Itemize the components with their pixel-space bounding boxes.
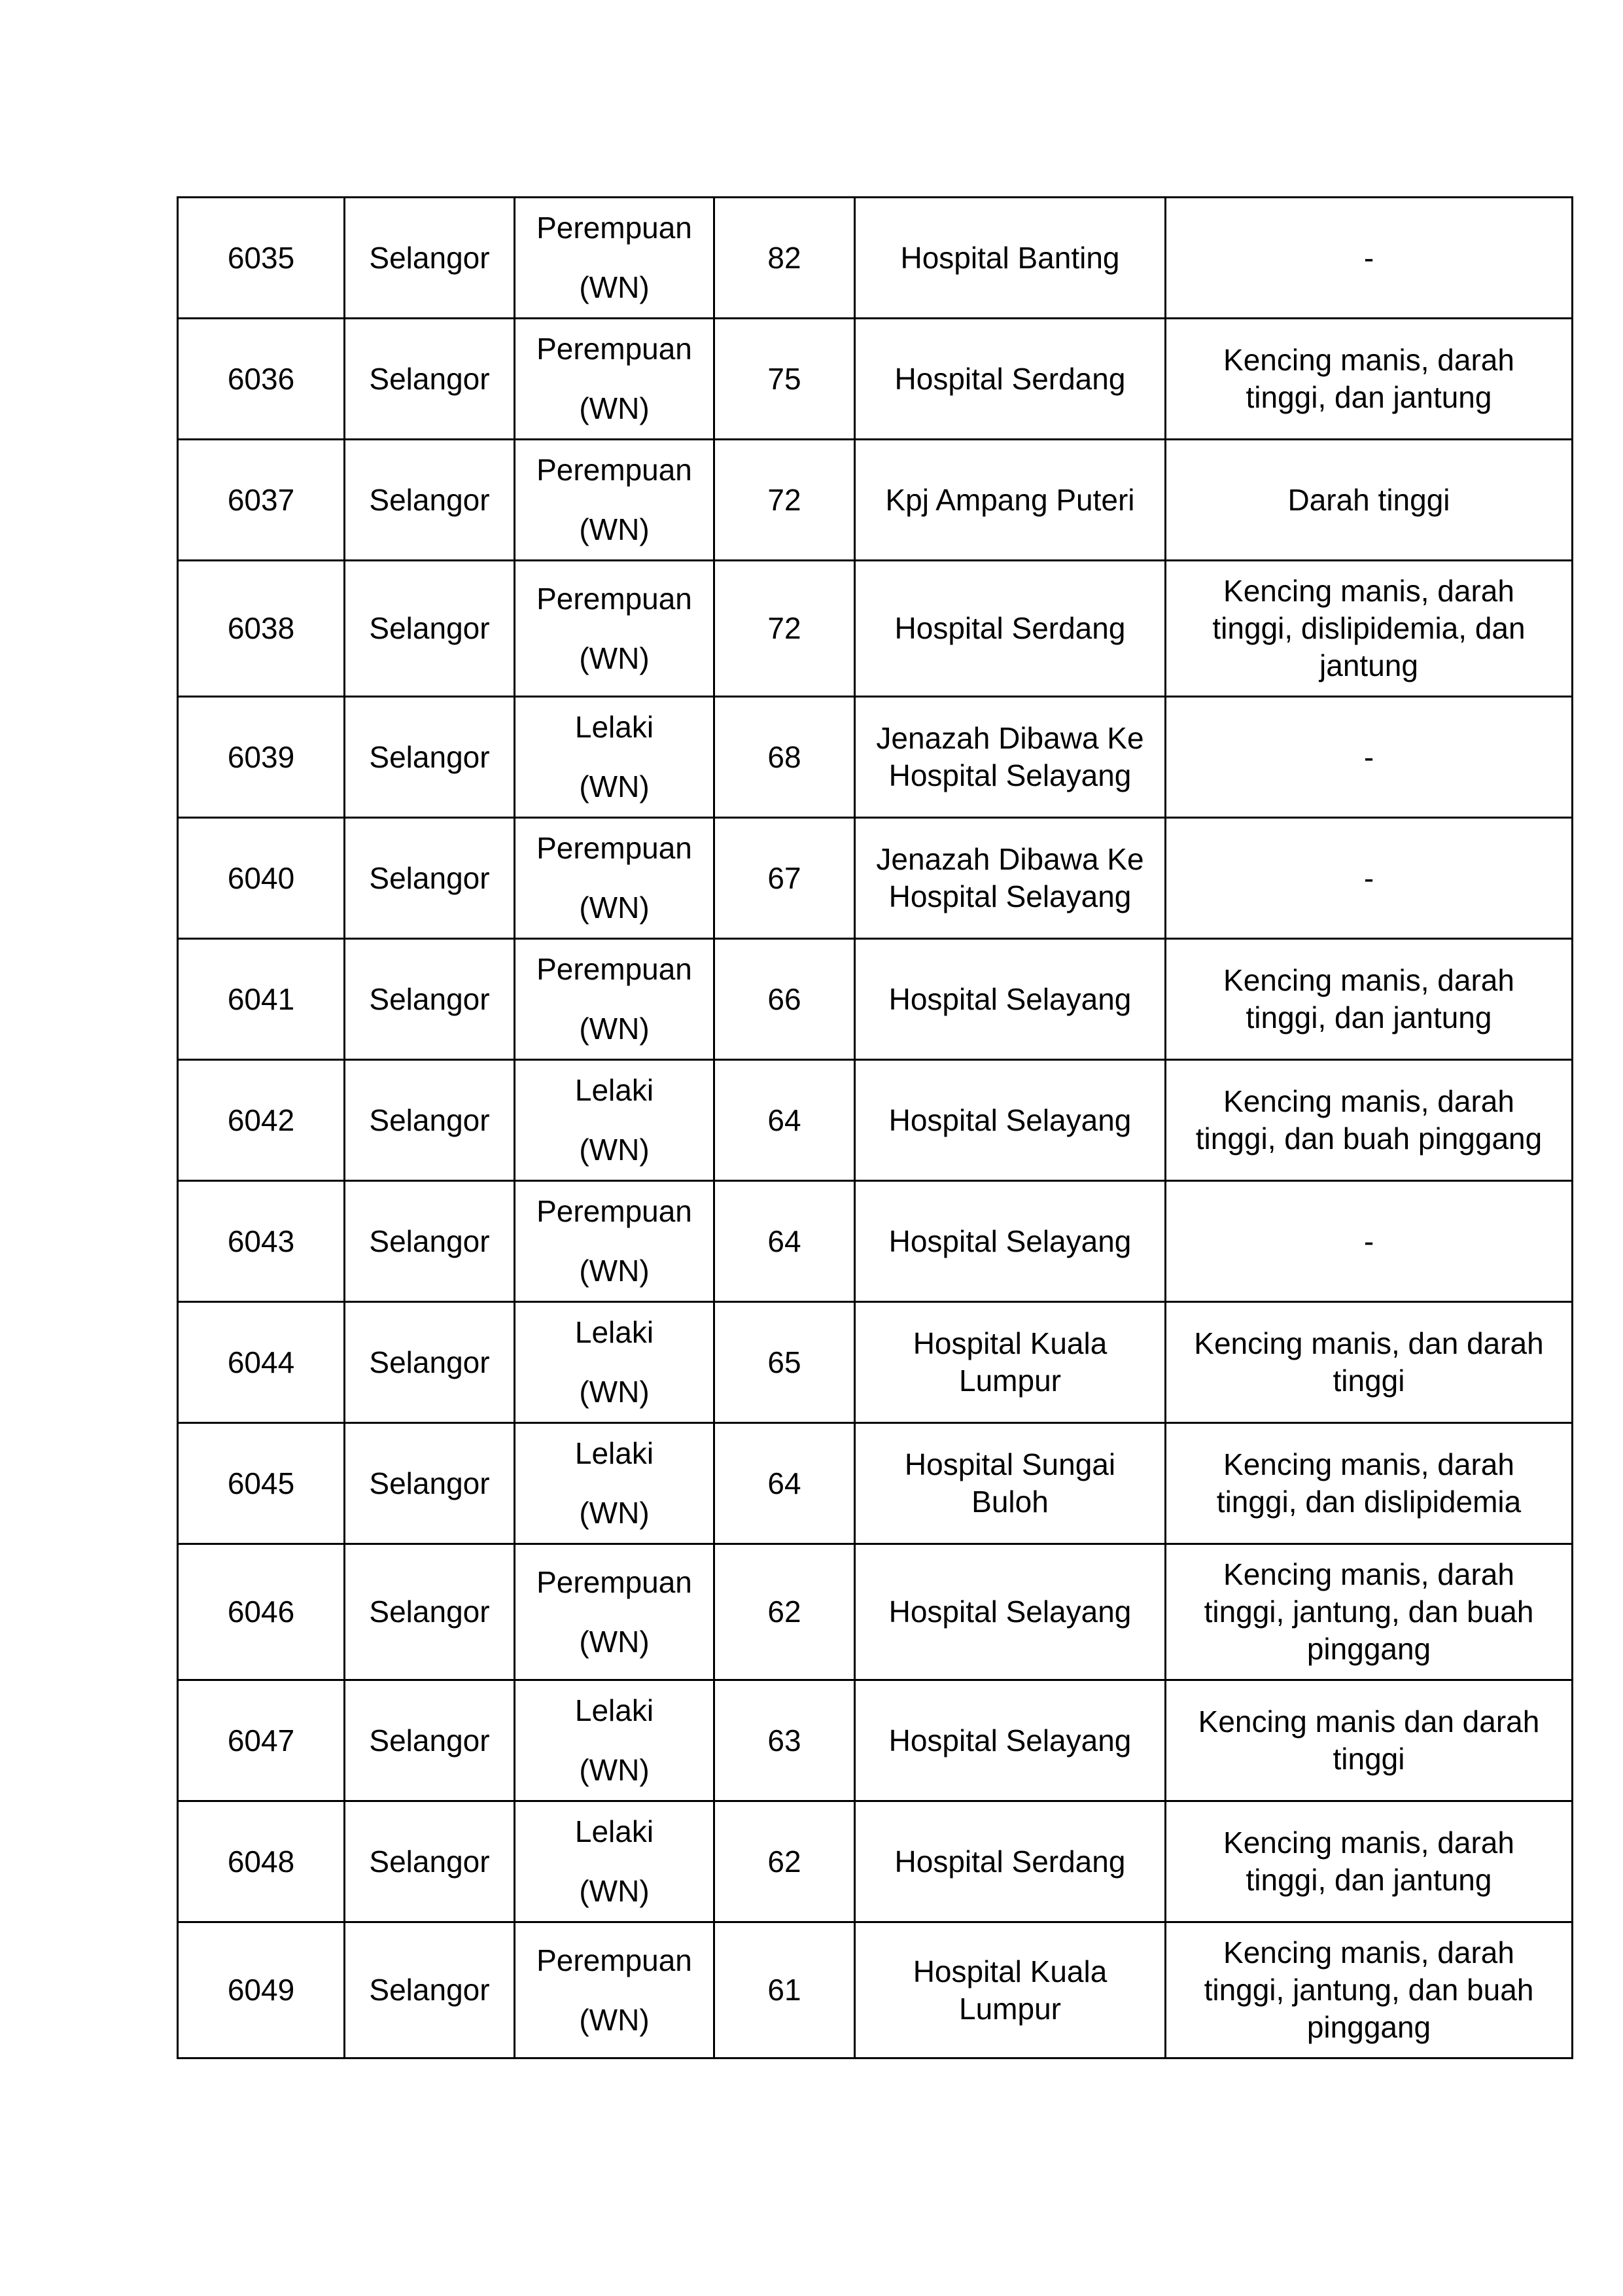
hospital-cell: Hospital Selayang <box>855 1544 1166 1680</box>
table-row <box>178 697 1573 818</box>
gender-cell <box>515 198 714 319</box>
age-cell: 64 <box>714 1060 855 1181</box>
table-row <box>178 1423 1573 1544</box>
hospital-cell: Hospital Selayang <box>855 1060 1166 1181</box>
table-row <box>178 1302 1573 1423</box>
gender-cell <box>515 1801 714 1922</box>
comorbidity-cell: Kencing manis, darah tinggi, dan buah pinggang <box>1166 1060 1573 1181</box>
gender-cell <box>515 440 714 561</box>
case-number-cell: 6047 <box>178 1680 345 1801</box>
table-row <box>178 561 1573 697</box>
comorbidity-cell: Kencing manis, darah tinggi, jantung, dan buah pinggang <box>1166 1922 1573 2058</box>
nationality-label: (WN) <box>579 2002 650 2037</box>
comorbidity-cell: Kencing manis, darah tinggi, dan jantung <box>1166 939 1573 1060</box>
gender-label: Perempuan <box>536 453 692 487</box>
hospital-cell: Jenazah Dibawa Ke Hospital Selayang <box>855 818 1166 939</box>
state-cell: Selangor <box>345 1801 515 1922</box>
gender-label: Lelaki <box>574 710 654 744</box>
comorbidity-cell: - <box>1166 697 1573 818</box>
state-cell: Selangor <box>345 1680 515 1801</box>
case-number-cell: 6044 <box>178 1302 345 1423</box>
state-cell: Selangor <box>345 1922 515 2058</box>
gender-label: Perempuan <box>536 1943 692 1977</box>
nationality-label: (WN) <box>579 769 650 804</box>
age-cell: 67 <box>714 818 855 939</box>
table-row <box>178 198 1573 319</box>
gender-cell <box>515 697 714 818</box>
hospital-cell: Hospital Serdang <box>855 319 1166 440</box>
nationality-label: (WN) <box>579 891 650 925</box>
hospital-cell: Hospital Selayang <box>855 1181 1166 1302</box>
case-number-cell: 6043 <box>178 1181 345 1302</box>
gender-cell <box>515 1060 714 1181</box>
comorbidity-cell: Kencing manis, dan darah tinggi <box>1166 1302 1573 1423</box>
gender-label: Lelaki <box>574 1315 654 1349</box>
hospital-cell: Hospital Banting <box>855 198 1166 319</box>
table-row <box>178 818 1573 939</box>
comorbidity-cell: Kencing manis, darah tinggi, jantung, dan buah pinggang <box>1166 1544 1573 1680</box>
hospital-cell: Hospital Selayang <box>855 1680 1166 1801</box>
nationality-label: (WN) <box>579 1753 650 1787</box>
hospital-cell: Hospital Kuala Lumpur <box>855 1302 1166 1423</box>
table-row <box>178 1680 1573 1801</box>
gender-cell <box>515 818 714 939</box>
age-cell: 72 <box>714 561 855 697</box>
age-cell: 65 <box>714 1302 855 1423</box>
age-cell: 72 <box>714 440 855 561</box>
state-cell: Selangor <box>345 561 515 697</box>
table-row <box>178 1060 1573 1181</box>
case-number-cell: 6038 <box>178 561 345 697</box>
state-cell: Selangor <box>345 1302 515 1423</box>
table-row <box>178 1801 1573 1922</box>
gender-cell <box>515 939 714 1060</box>
age-cell: 64 <box>714 1423 855 1544</box>
state-cell: Selangor <box>345 939 515 1060</box>
state-cell: Selangor <box>345 1060 515 1181</box>
gender-label: Perempuan <box>536 211 692 245</box>
case-number-cell: 6039 <box>178 697 345 818</box>
table-row <box>178 319 1573 440</box>
table-row <box>178 939 1573 1060</box>
case-number-cell: 6046 <box>178 1544 345 1680</box>
age-cell: 62 <box>714 1801 855 1922</box>
case-number-cell: 6041 <box>178 939 345 1060</box>
table-row <box>178 1922 1573 2058</box>
gender-label: Lelaki <box>574 1436 654 1470</box>
comorbidity-cell: Kencing manis, darah tinggi, dislipidemia, dan jantung <box>1166 561 1573 697</box>
case-number-cell: 6040 <box>178 818 345 939</box>
case-number-cell: 6035 <box>178 198 345 319</box>
comorbidity-cell: Kencing manis dan darah tinggi <box>1166 1680 1573 1801</box>
gender-cell <box>515 1181 714 1302</box>
comorbidity-cell: - <box>1166 198 1573 319</box>
nationality-label: (WN) <box>579 1012 650 1046</box>
nationality-label: (WN) <box>579 1874 650 1908</box>
case-number-cell: 6045 <box>178 1423 345 1544</box>
table-row <box>178 1181 1573 1302</box>
gender-label: Perempuan <box>536 581 692 616</box>
hospital-cell: Hospital Serdang <box>855 561 1166 697</box>
state-cell: Selangor <box>345 1181 515 1302</box>
table-body <box>178 198 1573 2058</box>
case-number-cell: 6037 <box>178 440 345 561</box>
nationality-label: (WN) <box>579 1133 650 1167</box>
table-row <box>178 440 1573 561</box>
gender-cell <box>515 561 714 697</box>
comorbidity-cell: Kencing manis, darah tinggi, dan jantung <box>1166 319 1573 440</box>
nationality-label: (WN) <box>579 641 650 675</box>
case-number-cell: 6048 <box>178 1801 345 1922</box>
gender-label: Perempuan <box>536 831 692 865</box>
nationality-label: (WN) <box>579 1254 650 1288</box>
hospital-cell: Hospital Kuala Lumpur <box>855 1922 1166 2058</box>
state-cell: Selangor <box>345 198 515 319</box>
gender-cell <box>515 319 714 440</box>
state-cell: Selangor <box>345 1544 515 1680</box>
table-row <box>178 1544 1573 1680</box>
age-cell: 68 <box>714 697 855 818</box>
comorbidity-cell: Kencing manis, darah tinggi, dan jantung <box>1166 1801 1573 1922</box>
gender-cell <box>515 1423 714 1544</box>
age-cell: 82 <box>714 198 855 319</box>
age-cell: 66 <box>714 939 855 1060</box>
state-cell: Selangor <box>345 440 515 561</box>
state-cell: Selangor <box>345 1423 515 1544</box>
comorbidity-cell: - <box>1166 818 1573 939</box>
nationality-label: (WN) <box>579 391 650 425</box>
hospital-cell: Hospital Sungai Buloh <box>855 1423 1166 1544</box>
comorbidity-cell: - <box>1166 1181 1573 1302</box>
nationality-label: (WN) <box>579 1375 650 1409</box>
state-cell: Selangor <box>345 319 515 440</box>
gender-label: Lelaki <box>574 1814 654 1848</box>
gender-cell <box>515 1302 714 1423</box>
gender-cell <box>515 1922 714 2058</box>
hospital-cell: Hospital Selayang <box>855 939 1166 1060</box>
gender-label: Perempuan <box>536 1564 692 1599</box>
age-cell: 61 <box>714 1922 855 2058</box>
case-number-cell: 6042 <box>178 1060 345 1181</box>
hospital-cell: Jenazah Dibawa Ke Hospital Selayang <box>855 697 1166 818</box>
nationality-label: (WN) <box>579 512 650 546</box>
death-cases-table <box>177 196 1573 2059</box>
comorbidity-cell: Darah tinggi <box>1166 440 1573 561</box>
age-cell: 62 <box>714 1544 855 1680</box>
hospital-cell: Hospital Serdang <box>855 1801 1166 1922</box>
comorbidity-cell: Kencing manis, darah tinggi, dan dislipidemia <box>1166 1423 1573 1544</box>
state-cell: Selangor <box>345 818 515 939</box>
gender-label: Lelaki <box>574 1073 654 1107</box>
state-cell: Selangor <box>345 697 515 818</box>
case-number-cell: 6036 <box>178 319 345 440</box>
gender-label: Perempuan <box>536 952 692 986</box>
nationality-label: (WN) <box>579 1624 650 1659</box>
nationality-label: (WN) <box>579 1496 650 1530</box>
age-cell: 64 <box>714 1181 855 1302</box>
age-cell: 75 <box>714 319 855 440</box>
gender-label: Perempuan <box>536 332 692 366</box>
age-cell: 63 <box>714 1680 855 1801</box>
gender-cell <box>515 1544 714 1680</box>
hospital-cell: Kpj Ampang Puteri <box>855 440 1166 561</box>
nationality-label: (WN) <box>579 270 650 304</box>
case-number-cell: 6049 <box>178 1922 345 2058</box>
gender-label: Perempuan <box>536 1194 692 1228</box>
gender-cell <box>515 1680 714 1801</box>
gender-label: Lelaki <box>574 1693 654 1727</box>
